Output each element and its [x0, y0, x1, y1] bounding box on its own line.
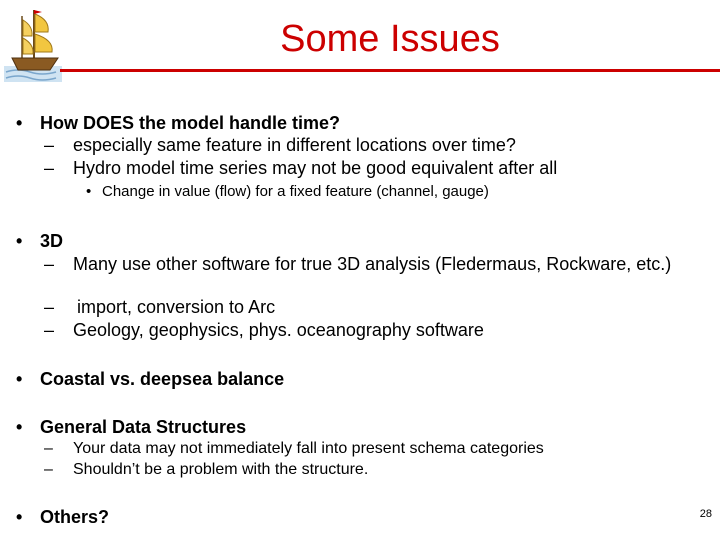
sailing-ship-logo-icon [4, 6, 62, 92]
bullet-dot: • [16, 231, 23, 251]
bullet-text: How DOES the model handle time? [40, 113, 341, 133]
page-number: 28 [699, 508, 712, 520]
sub-bullet-text: Many use other software for true 3D analysis (Fledermaus, Rockware, etc.) [73, 254, 672, 274]
bullet-dot: • [16, 507, 23, 527]
slide-title: Some Issues [280, 18, 500, 60]
sub-sub-bullet-text: Change in value (flow) for a fixed feature (channel, gauge) [102, 183, 489, 200]
bullet-text: 3D [40, 231, 64, 251]
dash: – [44, 158, 55, 178]
dash: – [44, 440, 53, 457]
title-underline [60, 69, 720, 72]
sub-bullet-text: Hydro model time series may not be good equivalent after all [73, 158, 558, 178]
sub-bullet-text: import, conversion to Arc [77, 297, 276, 317]
bullet-text: Coastal vs. deepsea balance [40, 369, 285, 389]
bullet-dot: • [86, 183, 92, 200]
bullet-dot: • [16, 417, 23, 437]
bullet-dot: • [16, 369, 23, 389]
bullet-text: Others? [40, 507, 110, 527]
sub-bullet-text: Geology, geophysics, phys. oceanography software [73, 320, 484, 340]
dash: – [44, 254, 55, 274]
bullet-dot: • [16, 113, 23, 133]
sub-bullet-text: especially same feature in different locations over time? [73, 135, 516, 155]
sub-bullet-text: Your data may not immediately fall into present schema categories [73, 440, 544, 457]
bullet-text: General Data Structures [40, 417, 247, 437]
dash: – [44, 297, 55, 317]
dash: – [44, 461, 53, 478]
dash: – [44, 320, 55, 340]
sub-bullet-text: Shouldn’t be a problem with the structure. [73, 461, 369, 478]
dash: – [44, 135, 55, 155]
